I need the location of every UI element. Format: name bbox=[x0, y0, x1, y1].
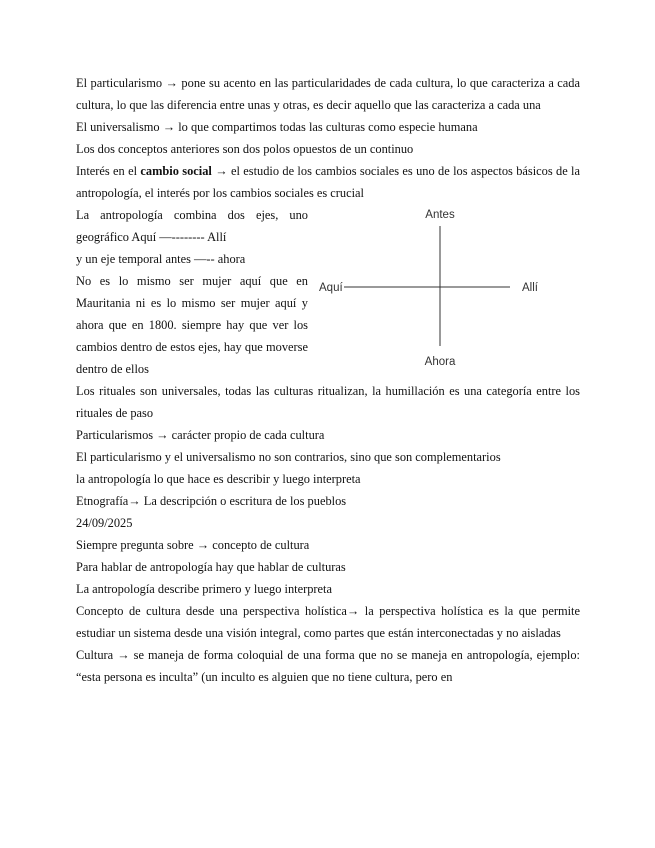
axis-label-top: Antes bbox=[425, 209, 455, 221]
bold-term: cambio social bbox=[140, 164, 212, 178]
text-fragment: → el estudio de los cambios sociales es uno de los aspectos básicos de la antropología, el interés por los cambios sociales es crucial bbox=[76, 164, 580, 200]
paragraph-complementarios: El particularismo y el universalismo no son contrarios, sino que son complementarios bbox=[76, 450, 501, 464]
document-page bbox=[76, 72, 580, 688]
paragraph-cultura-coloquial: Cultura → se maneja de forma coloquial de una forma que no se maneja en antropología, ejemplo: “esta persona es inculta” (un inculto es alguien que no tiene cultura, pero en bbox=[76, 648, 580, 684]
paragraph-pregunta: Siempre pregunta sobre → concepto de cultura bbox=[76, 538, 310, 552]
paragraph-cambio-social bbox=[76, 160, 580, 204]
axis-label-right: Allí bbox=[522, 282, 538, 294]
paragraph-holistica: Concepto de cultura desde una perspectiva holística→ la perspectiva holística es la que permite estudiar un sistema desde una visión integral, como partes que están interconectadas y no aisladas bbox=[76, 604, 580, 640]
axes-diagram-svg bbox=[308, 204, 580, 380]
axes-text-column bbox=[76, 204, 308, 380]
axis-label-left: Aquí bbox=[319, 282, 343, 294]
axis-label-bottom: Ahora bbox=[424, 356, 456, 368]
paragraph-describir: la antropología lo que hace es describir y luego interpreta bbox=[76, 472, 361, 486]
date-heading: 24/09/2025 bbox=[76, 516, 133, 530]
paragraph-polos-opuestos: Los dos conceptos anteriores son dos polos opuestos de un continuo bbox=[76, 142, 414, 156]
paragraph-particularismos: Particularismos → carácter propio de cada cultura bbox=[76, 428, 325, 442]
paragraph-rituales: Los rituales son universales, todas las culturas ritualizan, la humillación es una categoría entre los rituales de paso bbox=[76, 384, 580, 420]
axes-section bbox=[76, 204, 580, 380]
paragraph-dos-ejes: La antropología combina dos ejes, uno geográfico Aquí —-------- Allí bbox=[76, 208, 308, 244]
paragraph-describe-interpreta: La antropología describe primero y luego interpreta bbox=[76, 582, 332, 596]
paragraph-hablar-culturas: Para hablar de antropología hay que hablar de culturas bbox=[76, 560, 346, 574]
paragraph-mauritania: No es lo mismo ser mujer aquí que en Mauritania ni es lo mismo ser mujer aquí y ahora que en 1800. siempre hay que ver los cambios dentro de estos ejes, hay que moverse dentro de ellos bbox=[76, 274, 308, 376]
paragraph-etnografia: Etnografía→ La descripción o escritura de los pueblos bbox=[76, 494, 347, 508]
paragraph-eje-temporal: y un eje temporal antes —-- ahora bbox=[76, 252, 246, 266]
paragraph-universalismo: El universalismo → lo que compartimos todas las culturas como especie humana bbox=[76, 120, 478, 134]
paragraph-particularismo: El particularismo → pone su acento en las particularidades de cada cultura, lo que caracteriza a cada cultura, lo que las diferencia entre unas y otras, es decir aquello que las caracteriza a cada una bbox=[76, 76, 580, 112]
text-fragment: Interés en el bbox=[76, 164, 141, 178]
